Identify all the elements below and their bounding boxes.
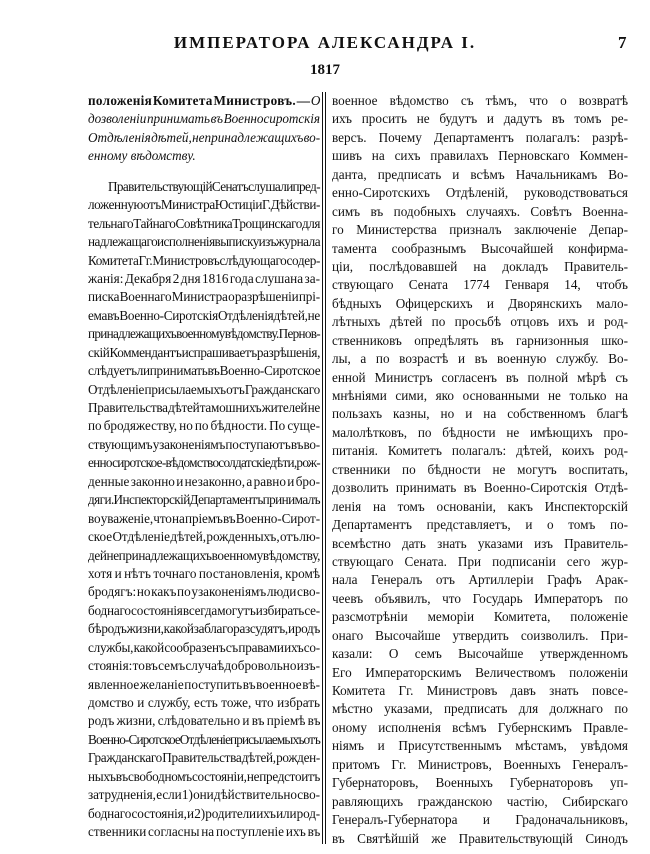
text-line: данта, предписать и всѣмъ Начальникамъ Во- xyxy=(332,166,628,182)
text-line: въ Святѣйшій же Правительствующій Синодъ xyxy=(332,830,628,846)
text-line: дяги. Инспекторскій Департаментъ принималъ xyxy=(88,492,321,508)
text-line: Правительства дѣтей тамошнихъ жителей не xyxy=(88,400,320,415)
text-line: домство и службу, есть тоже, что избрать xyxy=(88,695,320,710)
text-line: пользахъ казны, но и на собственномъ благѣ xyxy=(332,406,628,422)
text-line: Гражданскаго Правительства дѣтей, рожден- xyxy=(88,750,320,766)
text-line: затрудненія, если 1) они дѣйствительно сво- xyxy=(88,787,320,803)
text-line: енно-Сиротскихъ Отдѣленій, руководствоваться xyxy=(332,185,628,201)
text-line: военное вѣдомство съ тѣмъ, что о возвратѣ xyxy=(332,93,628,108)
text-line: ложенную отъ Министра Юстиціи Г. Дѣйстви- xyxy=(88,197,320,213)
text-line: боднаго состоянія всегда могутъ избирать се- xyxy=(88,602,320,618)
text-line: ленія на томъ основаніи, какъ Инспекторскій xyxy=(332,498,628,514)
text-line: дей не принадлежащихъ военному вѣдомству, xyxy=(88,547,321,563)
text-line: тельнаго Тайнаго Совѣтника Трощинскаго для xyxy=(88,215,320,231)
text-line: бѣдныхъ Офицерскихъ и Дворянскихъ мало- xyxy=(332,295,628,311)
text-line: оному исполненія всѣмъ Губернскимъ Правле- xyxy=(332,719,628,735)
text-line: версъ. Почему Департаментъ полагалъ: разрѣ- xyxy=(332,129,628,145)
text-line: ніямъ и Присутственнымъ мѣстамъ, увѣдомя xyxy=(332,738,628,754)
text-line: тамента сообразнымъ Высочайшей конфирма- xyxy=(332,240,628,256)
heading-line xyxy=(88,92,320,110)
text-line: стоянія: то въ семъ случаѣ добровольно изъ- xyxy=(88,658,320,674)
running-head: ИМПЕРАТОРА АЛЕКСАНДРА І. xyxy=(173,33,477,52)
text-line: родъ жизни, слѣдовательно и въ пріемѣ въ xyxy=(88,713,321,729)
text-line: боднаго состоянія, и 2) родители ихъ или род- xyxy=(88,805,320,821)
text-line: го Министерства призналъ заключеніе Депар- xyxy=(332,222,628,238)
text-line: ствующимъ узаконеніямъ поступаютъ въ во- xyxy=(88,436,320,452)
text-line: службы, какой сообразенъ съ правами ихъ со- xyxy=(88,639,320,655)
text-line: шивъ на сихъ правилахъ Перновскаго Коммен- xyxy=(332,148,628,164)
text-line: чеевъ объявилъ, что Государь Императоръ по xyxy=(332,590,628,606)
text-line: лы, а по возрастѣ и въ военную службу. Во- xyxy=(332,351,628,367)
text-line: нала Генералъ отъ Артиллеріи Графъ Арак- xyxy=(332,572,628,588)
text-line: малолѣтковъ, по бѣдности не имѣющихъ про- xyxy=(332,424,628,440)
text-line: дозволить принимать въ Военно-Сиротскія Отдѣ- xyxy=(332,480,628,496)
text-line: слѣдуетъ ли принимать въ Военно-Сиротское xyxy=(88,363,321,379)
text-line: надлежащаго исполненія выписку изъ журнала xyxy=(88,234,321,250)
text-line: ціи, послѣдовавшей на докладъ Правитель- xyxy=(332,258,628,274)
text-line: ственники по бѣдности не могутъ воспитать, xyxy=(332,461,628,477)
text-line: Комитета Гг. Министровъ слѣдующаго содер- xyxy=(88,252,320,268)
text-line: принадлежащихъ военному вѣдомству. Пернов- xyxy=(88,326,320,342)
column-divider xyxy=(322,92,326,844)
left-column xyxy=(88,92,320,842)
text-line: Губернаторовъ, Военныхъ Губернаторовъ уп- xyxy=(332,775,628,791)
text-line: скій Коммендантъ испрашиваетъ разрѣшенія, xyxy=(88,344,320,360)
text-line: разсмотрѣніи меморіи Комитета, положеніе xyxy=(332,609,628,625)
text-line: ихъ просить не будутъ и дадутъ въ томъ ре- xyxy=(332,111,628,127)
text-line: Комитета Гг. Министровъ давъ знать повсе- xyxy=(332,683,628,698)
text-line: Отдѣленіе присылаемыхъ отъ Гражданскаго xyxy=(88,381,320,397)
right-column xyxy=(332,92,628,848)
text-line: Правительствующій Сенатъ слушали пред- xyxy=(108,178,320,194)
text-line: Его Императорскимъ Величествомъ положеніи xyxy=(332,664,628,680)
text-line: ское Отдѣленіе дѣтей, рожденныхъ, отъ лю- xyxy=(88,529,320,545)
text-line: по бродяжеству, но по бѣдности. По суще- xyxy=(88,418,320,434)
text-line: равляющихъ гражданскою частію, Сибирскаго xyxy=(332,793,628,809)
text-line: енносиротское-вѣдомство солдатскіе дѣти, рож- xyxy=(88,455,320,471)
year-heading: 1817 xyxy=(310,62,340,78)
text-line: Генералъ-Губернатора и Градоначальниковъ, xyxy=(332,812,628,828)
text-line: онаго Высочайше утвердить соизволилъ. При- xyxy=(332,627,628,643)
text-line: хотя и нѣтъ точнаго постановленія, кромѣ xyxy=(88,565,320,581)
text-line: бѣ родъ жизни, какой заблагоразсудятъ, и родъ xyxy=(88,621,320,637)
text-line: писка Военнаго Министра о разрѣшеніи прі- xyxy=(88,289,320,305)
text-line: мнѣніями сими, яко основанными не только на xyxy=(332,388,628,403)
text-line: притомъ Гг. Министровъ, Военныхъ Генералъ- xyxy=(332,756,628,772)
text-line: явленное желаніе поступить въ военное вѣ- xyxy=(88,676,320,692)
text-line: дозволеніи принимать въ Военносиротскія xyxy=(88,111,320,127)
left-paragraph xyxy=(88,178,320,842)
text-line: ственниковъ опредѣлять въ гарнизонныя шко- xyxy=(332,332,628,348)
text-line: бродягъ: но какъ по узаконеніямъ люди сво- xyxy=(88,584,320,600)
text-line: Отдѣленія дѣтей, непринадлежащихъ во- xyxy=(88,129,321,145)
text-line: Военно-Сиротское Отдѣленіе присылаемыхъ отъ xyxy=(88,731,320,747)
text-line: ствующаго Сената 1774 Генваря 14, чтобъ xyxy=(332,277,628,293)
text-line: ема въ Военно-Сиротскія Отдѣленія дѣтей, не xyxy=(88,307,320,323)
text-line: Департаментъ представляетъ, и о томъ по- xyxy=(332,517,628,533)
text-line: всемѣстно дать знать указами изъ Правитель- xyxy=(332,535,628,551)
text-line: мѣстно указами, предписать для должнаго по xyxy=(332,701,628,717)
text-line: енной Министръ согласенъ въ полной мѣрѣ съ xyxy=(332,369,628,385)
heading-italic-start: О xyxy=(310,93,321,108)
text-line: жанія: Декабря 2 дня 1816 года слушана за- xyxy=(88,270,320,286)
text-line: во уваженіе, что на пріемъ въ Военно-Сирот- xyxy=(88,510,320,526)
section-heading xyxy=(88,92,320,166)
text-line: симъ въ подобныхъ случаяхъ. Совѣтъ Военна- xyxy=(332,203,628,219)
text-line: казали: О семъ Высочайше утвержденномъ xyxy=(332,646,628,662)
text-line: енному вѣдомству. xyxy=(88,148,196,164)
text-line: ныхъ въ свободномъ состояніи, не предстоитъ xyxy=(88,768,320,784)
text-line: ственники согласны на поступленіе ихъ въ xyxy=(88,824,321,840)
text-line: денные законно и незаконно, а равно и бро- xyxy=(88,473,320,489)
page-number: 7 xyxy=(618,33,627,52)
text-line: лѣтныхъ дѣтей по просьбѣ отцовъ ихъ и род- xyxy=(332,314,628,330)
text-line: питанія. Комитетъ полагалъ: дѣтей, коихъ род- xyxy=(332,443,628,459)
heading-bold-title: положенія Комитета Министровъ. — xyxy=(88,93,311,108)
text-line: ствующаго Сената. При подписаніи сего жур- xyxy=(332,553,628,569)
